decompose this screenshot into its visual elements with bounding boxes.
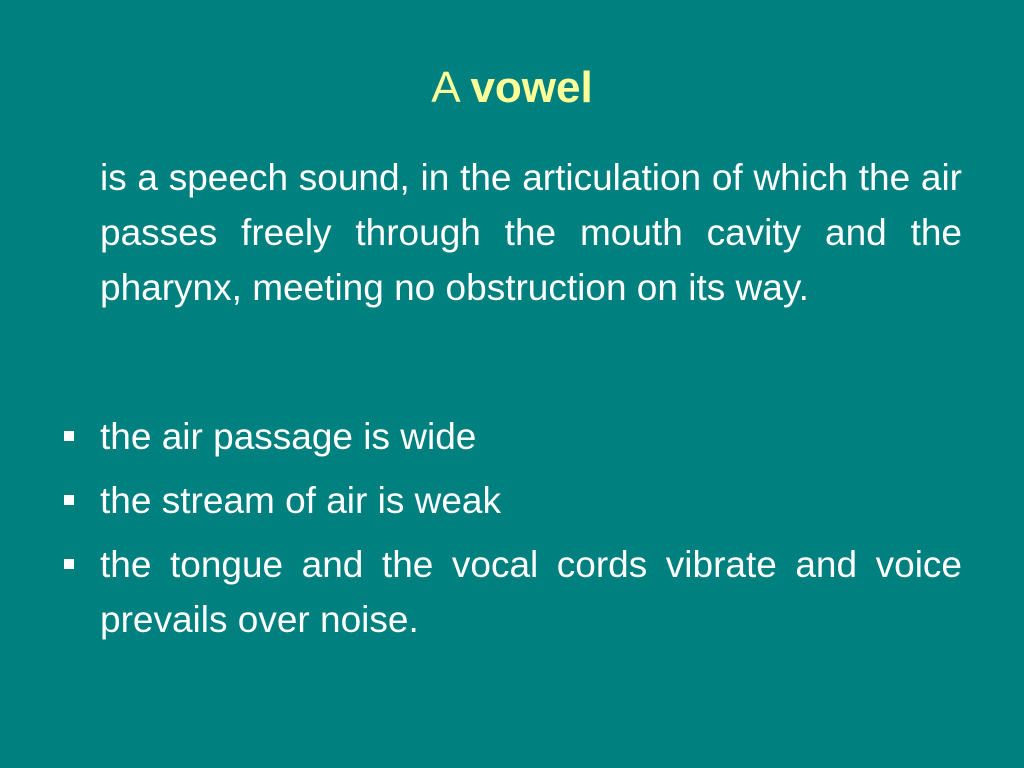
square-bullet-icon	[64, 559, 74, 569]
slide-title	[0, 58, 1024, 118]
bullet-item	[60, 473, 962, 528]
bullet-text: the air passage is wide	[100, 416, 477, 457]
title-prefix: A	[431, 63, 471, 112]
bullet-text: the stream of air is weak	[100, 480, 501, 521]
bullet-item	[60, 409, 962, 464]
bullet-item	[60, 537, 962, 647]
bullet-list	[60, 409, 962, 656]
square-bullet-icon	[64, 431, 74, 441]
definition-paragraph: is a speech sound, in the articulation of which the air passes freely through the mouth cavity and the pharynx, meeting no obstruction on its way.	[100, 157, 962, 308]
title-keyword: vowel	[470, 63, 593, 112]
square-bullet-icon	[64, 495, 74, 505]
bullet-text: the tongue and the vocal cords vibrate and voice prevails over noise.	[100, 544, 962, 640]
